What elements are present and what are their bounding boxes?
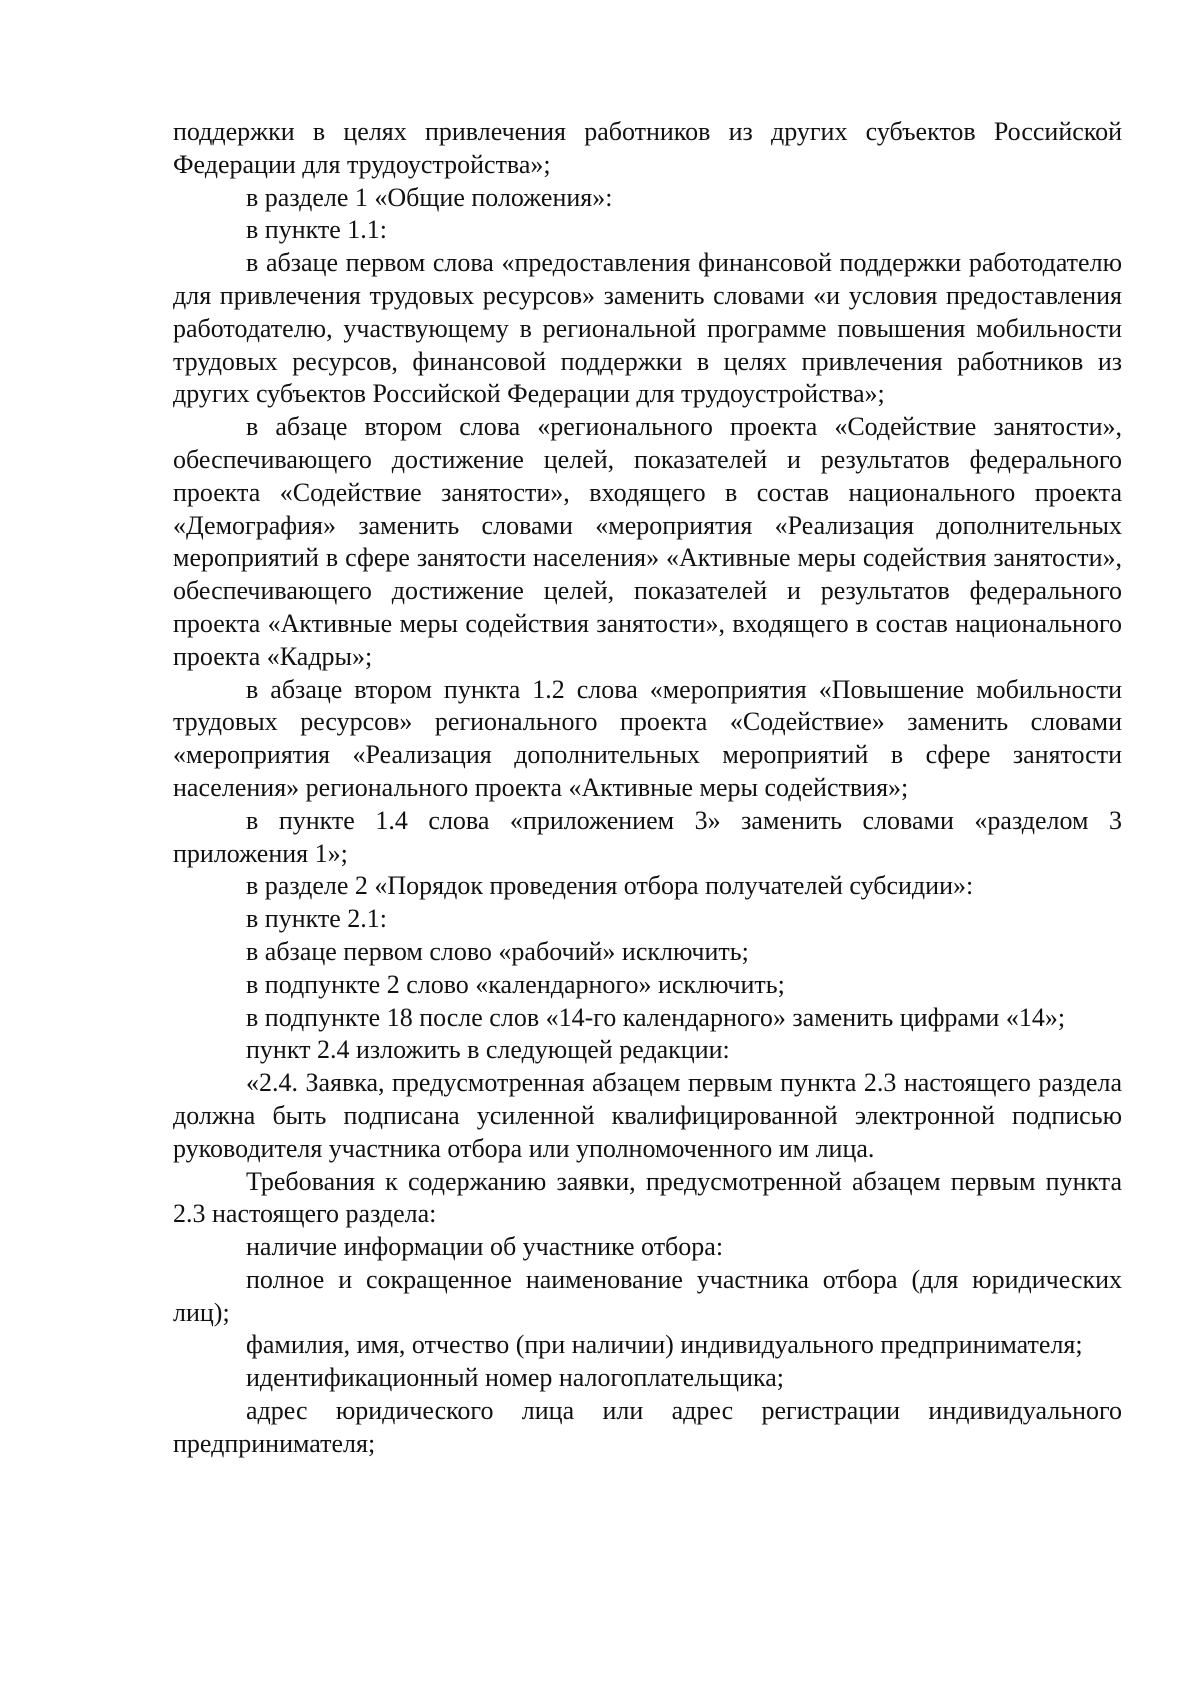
paragraph-full-name: полное и сокращенное наименование участника отбора (для юридических лиц); (173, 1264, 1122, 1327)
paragraph-inn: идентификационный номер налогоплательщика; (246, 1363, 784, 1393)
paragraph-entrepreneur-name: фамилия, имя, отчество (при наличии) индивидуального предпринимателя; (246, 1330, 1083, 1360)
paragraph-clause-1-1: в пункте 1.1: (246, 215, 388, 245)
paragraph-clause-1-1-first-abzac: в абзаце первом слова «предоставления финансовой поддержки работодателю для привлечения трудовых ресурсов» заменить словами «и условия предоставления работодателю, участвующему в региональной программе повышения мобильности трудовых ресурсов, финансовой поддержки в целях привлечения работников из других субъектов Российской Федерации для трудоустройства»; (173, 248, 1122, 409)
paragraph-section-1-heading: в разделе 1 «Общие положения»: (246, 182, 613, 212)
paragraph-clause-2-4-text: «2.4. Заявка, предусмотренная абзацем первым пункта 2.3 настоящего раздела должна быть подписана усиленной квалифицированной электронной подписью руководителя участника отбора или уполномоченного им лица. (173, 1068, 1122, 1163)
paragraph-clause-2-4-intro: пункт 2.4 изложить в следующей редакции: (246, 1035, 730, 1065)
paragraph-clause-1-4: в пункте 1.4 слова «приложением 3» заменить словами «разделом 3 приложения 1»; (173, 805, 1122, 868)
paragraph-subclause-2: в подпункте 2 слово «календарного» исключить; (246, 969, 785, 999)
paragraph-subclause-18: в подпункте 18 после слов «14-го календарного» заменить цифрами «14»; (246, 1002, 1066, 1032)
paragraph-section-2-heading: в разделе 2 «Порядок проведения отбора получателей субсидии»: (246, 871, 974, 901)
paragraph-address: адрес юридического лица или адрес регистрации индивидуального предпринимателя; (173, 1396, 1122, 1458)
paragraph-requirements: Требования к содержанию заявки, предусмотренной абзацем первым пункта 2.3 настоящего раздела: (173, 1166, 1122, 1229)
document-page (173, 116, 1122, 1461)
paragraph-clause-2-1: в пункте 2.1: (246, 904, 388, 934)
paragraph-continuation: поддержки в целях привлечения работников из других субъектов Российской Федерации для трудоустройства»; (173, 117, 1122, 179)
paragraph-clause-1-1-second-abzac: в абзаце втором слова «регионального проекта «Содействие занятости», обеспечивающего достижение целей, показателей и результатов федерального проекта «Содействие занятости», входящего в состав национального проекта «Демография» заменить словами «мероприятия «Реализация дополнительных мероприятий в сфере занятости населения» «Активные меры содействия занятости», обеспечивающего достижение целей, показателей и результатов федерального проекта «Активные меры содействия занятости», входящего в состав национального проекта «Кадры»; (173, 412, 1122, 671)
paragraph-clause-1-2: в абзаце втором пункта 1.2 слова «мероприятия «Повышение мобильности трудовых ресурсов» регионального проекта «Содействие» заменить словами «мероприятия «Реализация дополнительных мероприятий в сфере занятости населения» регионального проекта «Активные меры содействия»; (173, 674, 1122, 802)
paragraph-clause-2-1-first-abzac: в абзаце первом слово «рабочий» исключить; (246, 936, 749, 966)
paragraph-participant-info: наличие информации об участнике отбора: (246, 1232, 724, 1262)
